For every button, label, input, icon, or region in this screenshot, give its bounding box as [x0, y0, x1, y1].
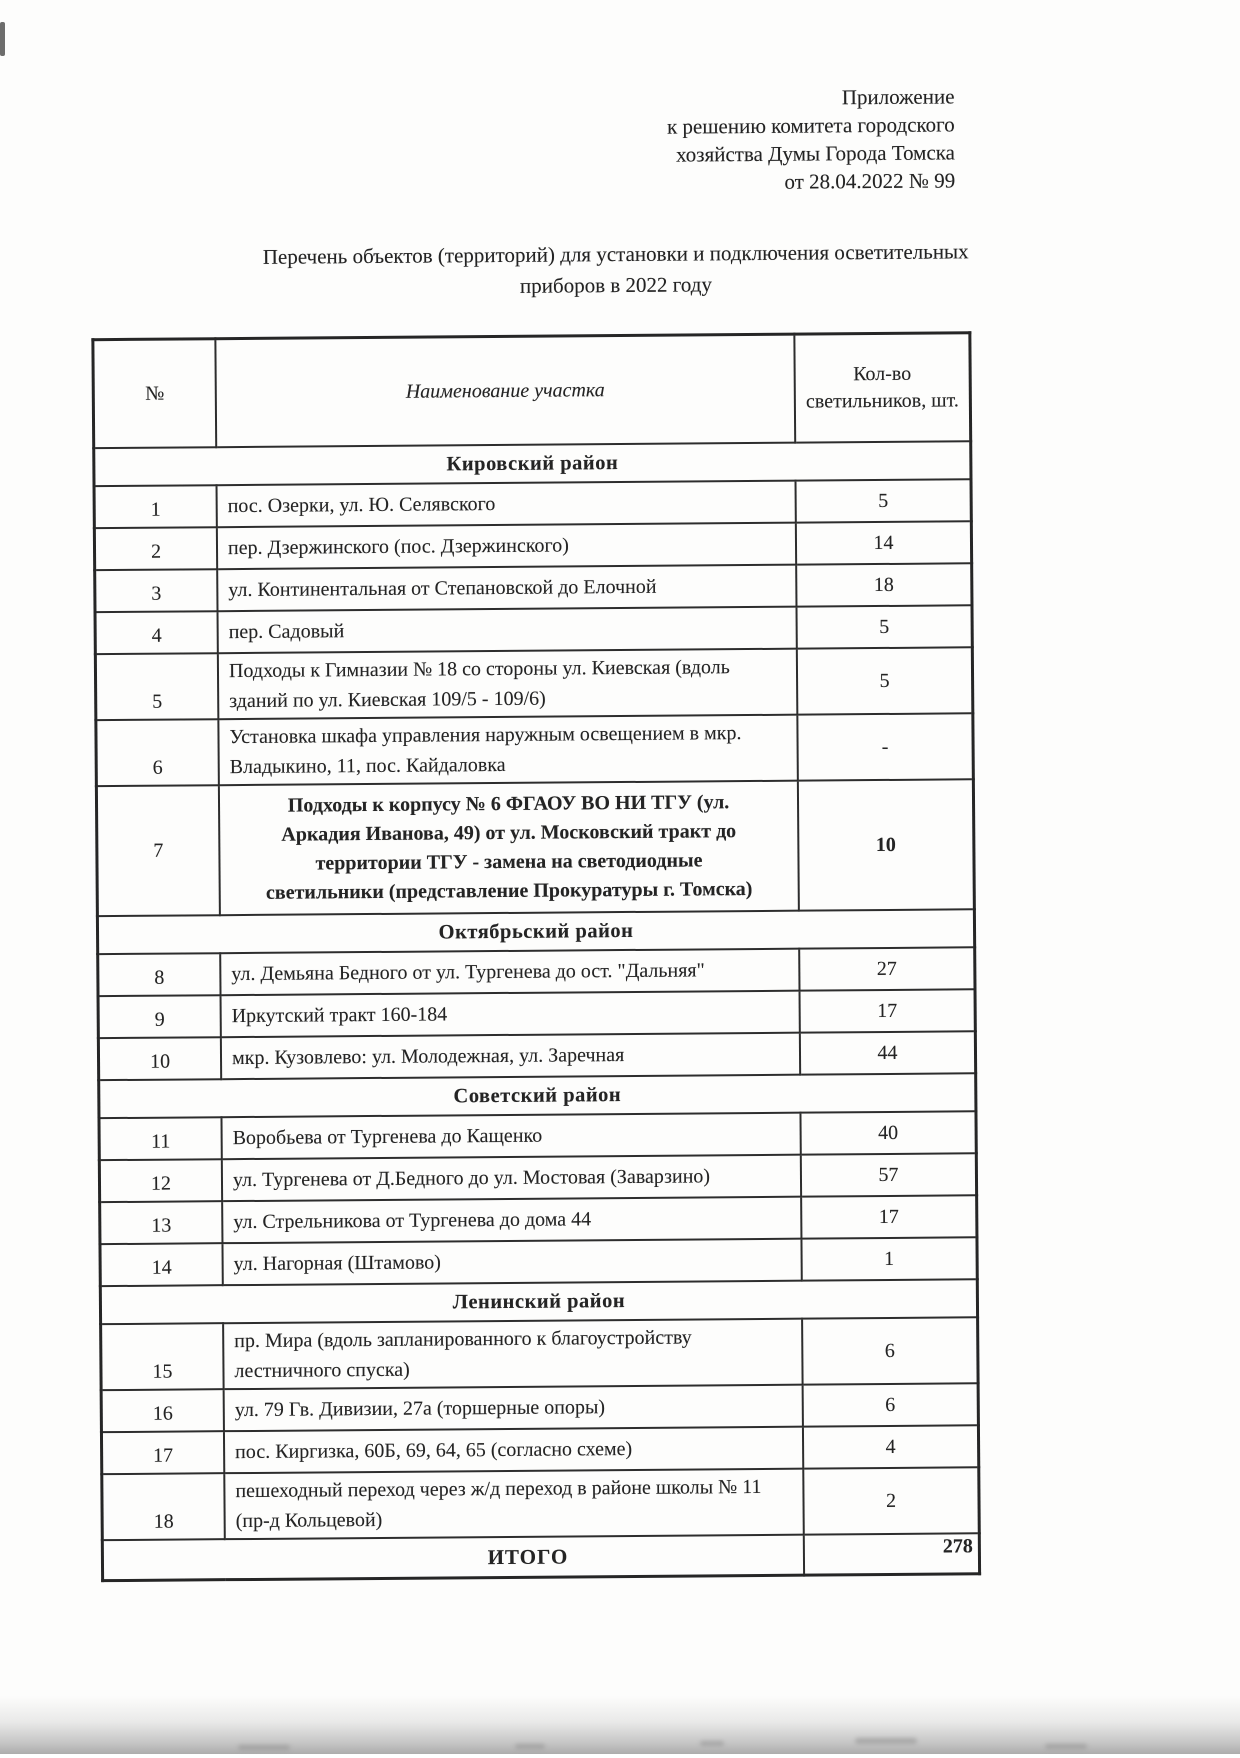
- row-number: 11: [99, 1117, 222, 1160]
- row-quantity: 2: [803, 1467, 979, 1534]
- lighting-objects-table: [91, 331, 981, 1582]
- row-quantity: 1: [801, 1237, 977, 1280]
- section-title: Ленинский район: [100, 1279, 977, 1324]
- appendix-note-line: хозяйства Думы Города Томска: [675, 140, 956, 167]
- scan-speck: [700, 1741, 724, 1746]
- row-name: пос. Озерки, ул. Ю. Селявского: [217, 481, 796, 528]
- table-row: [95, 647, 972, 720]
- table-row: [102, 1467, 979, 1540]
- row-quantity: 18: [796, 563, 972, 606]
- row-quantity: -: [797, 713, 973, 780]
- document-title: Перечень объектов (территорий) для установки и подключения осветительных приборов в 2022 году: [262, 239, 969, 298]
- row-number: 7: [96, 785, 220, 916]
- row-number: 4: [95, 611, 218, 654]
- table-row: [95, 563, 972, 612]
- appendix-note-line: от 28.04.2022 № 99: [784, 168, 956, 194]
- appendix-note: [667, 82, 956, 196]
- row-number: 8: [98, 953, 221, 996]
- row-name: пер. Садовый: [218, 607, 797, 654]
- row-name: Подходы к Гимназии № 18 со стороны ул. Киевская (вдоль зданий по ул. Киевская 109/5 - 109/6): [218, 649, 798, 720]
- row-quantity: 5: [796, 479, 972, 522]
- row-name: Подходы к корпусу № 6 ФГАОУ ВО НИ ТГУ (ул. Аркадия Иванова, 49) от ул. Московский тракт до территории ТГУ - замена на светодиодные светильники (представление Прокуратуры г. Томска): [219, 781, 799, 916]
- row-number: 5: [95, 653, 218, 720]
- row-quantity: 6: [803, 1383, 979, 1426]
- row-number: 9: [98, 995, 221, 1038]
- scan-speck: [855, 1738, 917, 1744]
- row-number: 6: [96, 719, 219, 786]
- scan-speck: [238, 1745, 290, 1750]
- row-quantity: 5: [797, 647, 973, 714]
- row-name: Установка шкафа управления наружным освещением в мкр. Владыкино, 11, пос. Кайдаловка: [218, 715, 798, 786]
- row-number: 1: [94, 485, 217, 528]
- table-row: [98, 989, 975, 1038]
- row-name: ул. Тургенева от Д.Бедного до ул. Мостовая (Заварзино): [222, 1155, 801, 1202]
- row-name: пр. Мира (вдоль запланированного к благоустройству лестничного спуска): [223, 1319, 803, 1390]
- total-value: 278: [804, 1533, 980, 1575]
- table-row: [99, 1111, 976, 1160]
- row-name: пос. Киргизка, 60Б, 69, 64, 65 (согласно схеме): [224, 1427, 803, 1474]
- table-header-row: [93, 333, 971, 448]
- row-quantity: 44: [800, 1031, 976, 1074]
- table-row: [101, 1317, 978, 1390]
- row-number: 15: [101, 1323, 224, 1390]
- row-number: 14: [100, 1243, 223, 1286]
- column-header-number: №: [93, 339, 216, 448]
- row-number: 16: [101, 1389, 224, 1432]
- scan-speck: [1045, 1744, 1087, 1749]
- table-row: [101, 1383, 978, 1432]
- row-name: ул. Континентальная от Степановской до Елочной: [217, 565, 796, 612]
- row-quantity: 14: [796, 521, 972, 564]
- row-quantity: 27: [799, 947, 975, 990]
- row-number: 10: [98, 1037, 221, 1080]
- scan-speck: [515, 1744, 545, 1749]
- appendix-note-line: Приложение: [841, 84, 955, 110]
- row-number: 12: [99, 1159, 222, 1202]
- row-quantity: 57: [801, 1153, 977, 1196]
- table-row: [96, 713, 973, 786]
- table-row: [100, 1195, 977, 1244]
- row-quantity: 5: [796, 605, 972, 648]
- row-quantity: 17: [800, 989, 976, 1032]
- row-name: Воробьева от Тургенева до Кащенко: [221, 1113, 800, 1160]
- total-label: ИТОГО: [102, 1535, 804, 1581]
- total-row: [102, 1533, 979, 1580]
- row-number: 13: [100, 1201, 223, 1244]
- row-number: 17: [101, 1431, 224, 1474]
- row-quantity: 40: [800, 1111, 976, 1154]
- row-quantity: 4: [803, 1425, 979, 1468]
- row-name: ул. Демьяна Бедного от ул. Тургенева до ост. "Дальняя": [220, 949, 799, 996]
- table-body: [94, 441, 980, 1540]
- table-row: [95, 605, 972, 654]
- appendix-note-line: к решению комитета городского: [666, 112, 955, 139]
- row-name: пер. Дзержинского (пос. Дзержинского): [217, 523, 796, 570]
- row-name: ул. 79 Гв. Дивизии, 27а (торшерные опоры): [224, 1385, 803, 1432]
- column-header-qty: Кол-во светильников, шт.: [794, 333, 970, 443]
- row-quantity: 17: [801, 1195, 977, 1238]
- row-name: Иркутский тракт 160-184: [221, 991, 800, 1038]
- table-row: [96, 779, 974, 916]
- table-row: [94, 479, 971, 528]
- table-row: [98, 947, 975, 996]
- section-title: Советский район: [99, 1073, 976, 1118]
- column-header-name: Наименование участка: [215, 334, 795, 447]
- row-number: 18: [102, 1473, 225, 1540]
- row-name: мкр. Кузовлево: ул. Молодежная, ул. Заречная: [221, 1033, 800, 1080]
- section-title: Кировский район: [94, 441, 971, 486]
- row-name: ул. Нагорная (Штамово): [222, 1239, 801, 1286]
- row-number: 3: [95, 569, 218, 612]
- row-name: ул. Стрельникова от Тургенева до дома 44: [222, 1197, 801, 1244]
- table-row: [101, 1425, 978, 1474]
- section-title: Октябрьский район: [97, 909, 974, 954]
- row-quantity: 10: [798, 779, 975, 910]
- table-row: [100, 1237, 977, 1286]
- row-number: 2: [94, 527, 217, 570]
- table-row: [98, 1031, 975, 1080]
- row-quantity: 6: [802, 1317, 978, 1384]
- row-name: пешеходный переход через ж/д переход в районе школы № 11 (пр-д Кольцевой): [224, 1469, 804, 1540]
- table-row: [94, 521, 971, 570]
- table-row: [99, 1153, 976, 1202]
